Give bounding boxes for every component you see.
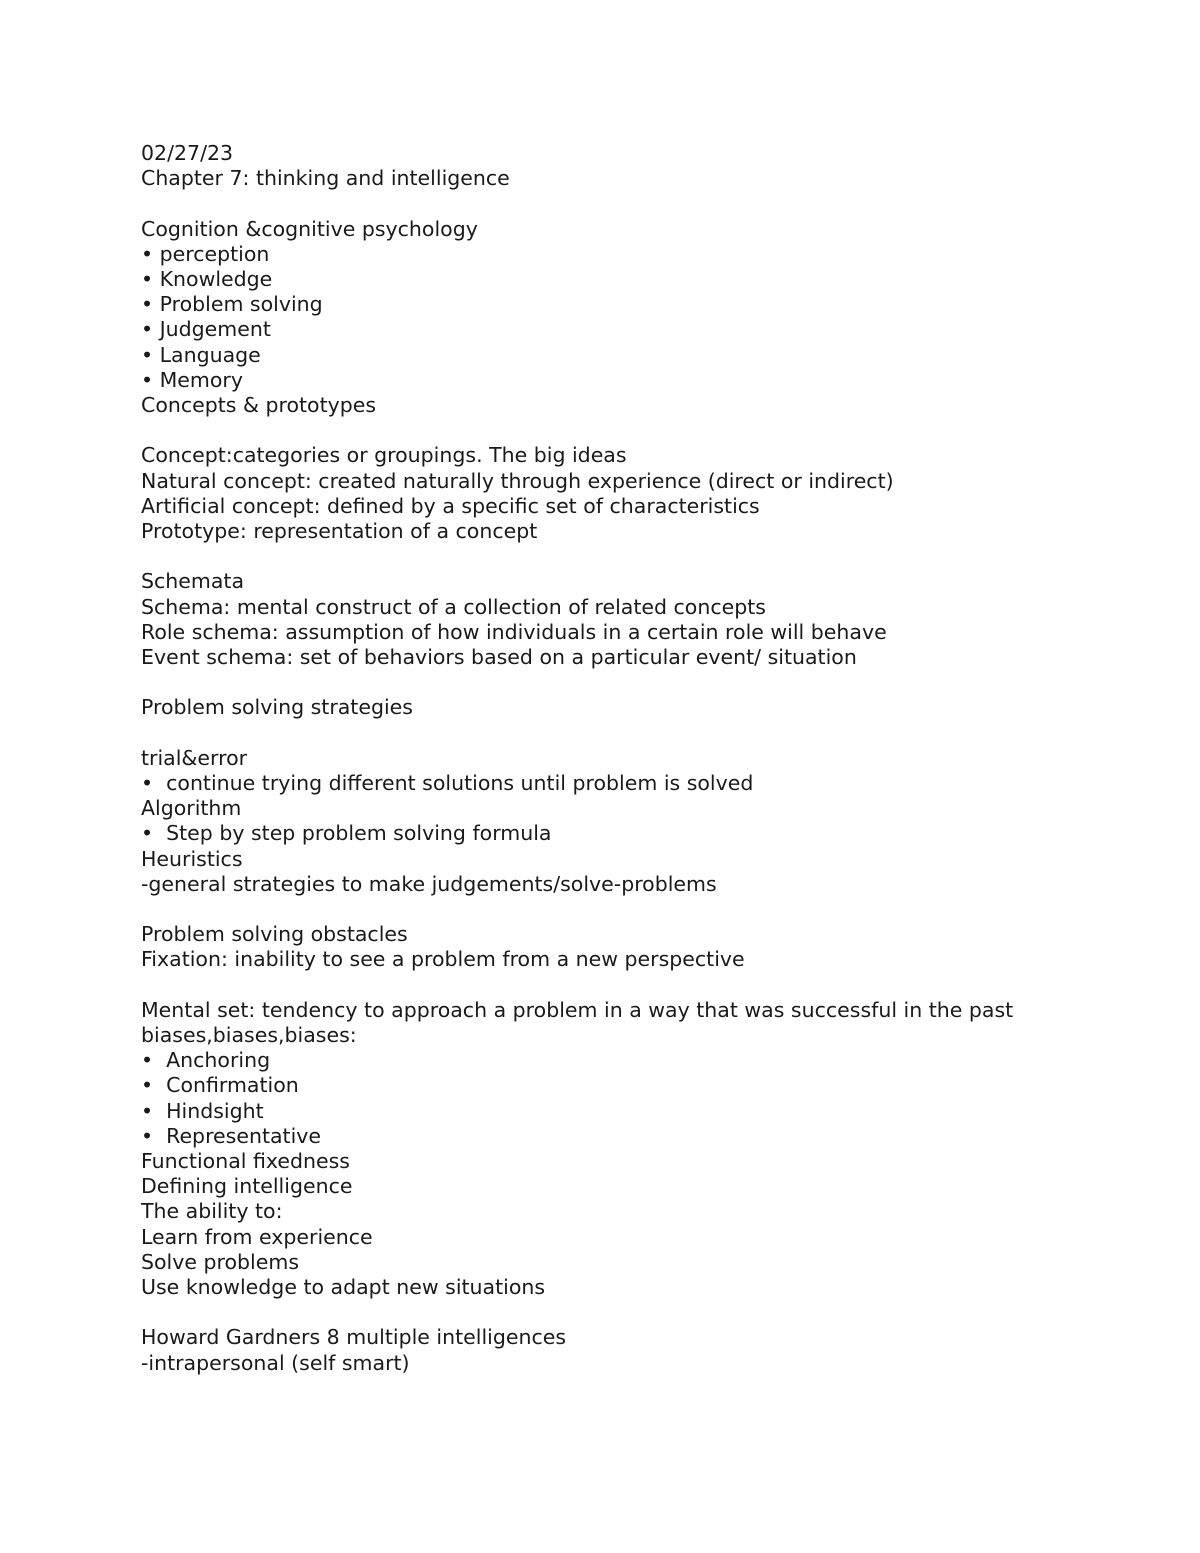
- ability-item: Use knowledge to adapt new situations: [141, 1275, 546, 1300]
- date: 02/27/23: [141, 141, 234, 165]
- list-item: • Hindsight: [141, 1098, 264, 1123]
- heuristics-detail: -general strategies to make judgements/solve-problems: [141, 871, 717, 896]
- fixation-definition: Fixation: inability to see a problem from a new perspective: [141, 947, 745, 972]
- list-item: • continue trying different solutions until problem is solved: [141, 771, 754, 795]
- schemata-heading: Schemata: [141, 569, 245, 594]
- spacer: [141, 897, 1041, 922]
- role-schema: Role schema: assumption of how individuals in a certain role will behave: [141, 619, 887, 644]
- gardner-heading: Howard Gardners 8 multiple intelligences: [141, 1325, 567, 1350]
- spacer: [141, 418, 1041, 443]
- document-page: [141, 141, 1041, 1376]
- event-schema: Event schema: set of behaviors based on a particular event/ situation: [141, 645, 857, 670]
- list-item: • Anchoring: [141, 1048, 271, 1073]
- list-item: • Problem solving: [141, 292, 323, 317]
- chapter-title: Chapter 7: thinking and intelligence: [141, 166, 510, 191]
- spacer: [141, 670, 1041, 695]
- schema-definition: Schema: mental construct of a collection of related concepts: [141, 594, 766, 619]
- spacer: [141, 721, 1041, 746]
- list-item: • Memory: [141, 367, 243, 392]
- concept-definition: Concept:categories or groupings. The big ideas: [141, 443, 627, 468]
- biases-label: biases,biases,biases:: [141, 1023, 357, 1047]
- list-item: • Representative: [141, 1123, 322, 1148]
- list-item: • perception: [141, 241, 270, 266]
- functional-fixedness: Functional fixedness: [141, 1149, 350, 1174]
- intrapersonal-item: -intrapersonal (self smart): [141, 1350, 410, 1375]
- strategies-heading: Problem solving strategies: [141, 695, 413, 720]
- list-item: • Judgement: [141, 317, 271, 342]
- concepts-heading: Concepts & prototypes: [141, 393, 377, 418]
- list-item: • Confirmation: [141, 1073, 299, 1098]
- prototype-definition: Prototype: representation of a concept: [141, 519, 538, 544]
- heuristics-label: Heuristics: [141, 846, 243, 871]
- spacer: [141, 191, 1041, 216]
- defining-intelligence-heading: Defining intelligence: [141, 1174, 353, 1199]
- ability-item: Solve problems: [141, 1249, 300, 1274]
- spacer: [141, 1300, 1041, 1325]
- ability-to-label: The ability to:: [141, 1199, 283, 1224]
- list-item: • Language: [141, 342, 261, 367]
- spacer: [141, 544, 1041, 569]
- mental-set-definition: Mental set: tendency to approach a problem in a way that was successful in the past: [141, 997, 1014, 1022]
- obstacles-heading: Problem solving obstacles: [141, 922, 408, 947]
- list-item: • Step by step problem solving formula: [141, 821, 552, 846]
- ability-item: Learn from experience: [141, 1224, 373, 1249]
- artificial-concept: Artificial concept: defined by a specific set of characteristics: [141, 493, 760, 518]
- list-item: • Knowledge: [141, 267, 273, 291]
- natural-concept: Natural concept: created naturally through experience (direct or indirect): [141, 468, 894, 493]
- trial-error-label: trial&error: [141, 745, 248, 770]
- algorithm-label: Algorithm: [141, 796, 242, 821]
- cognition-heading: Cognition &cognitive psychology: [141, 216, 478, 241]
- spacer: [141, 973, 1041, 998]
